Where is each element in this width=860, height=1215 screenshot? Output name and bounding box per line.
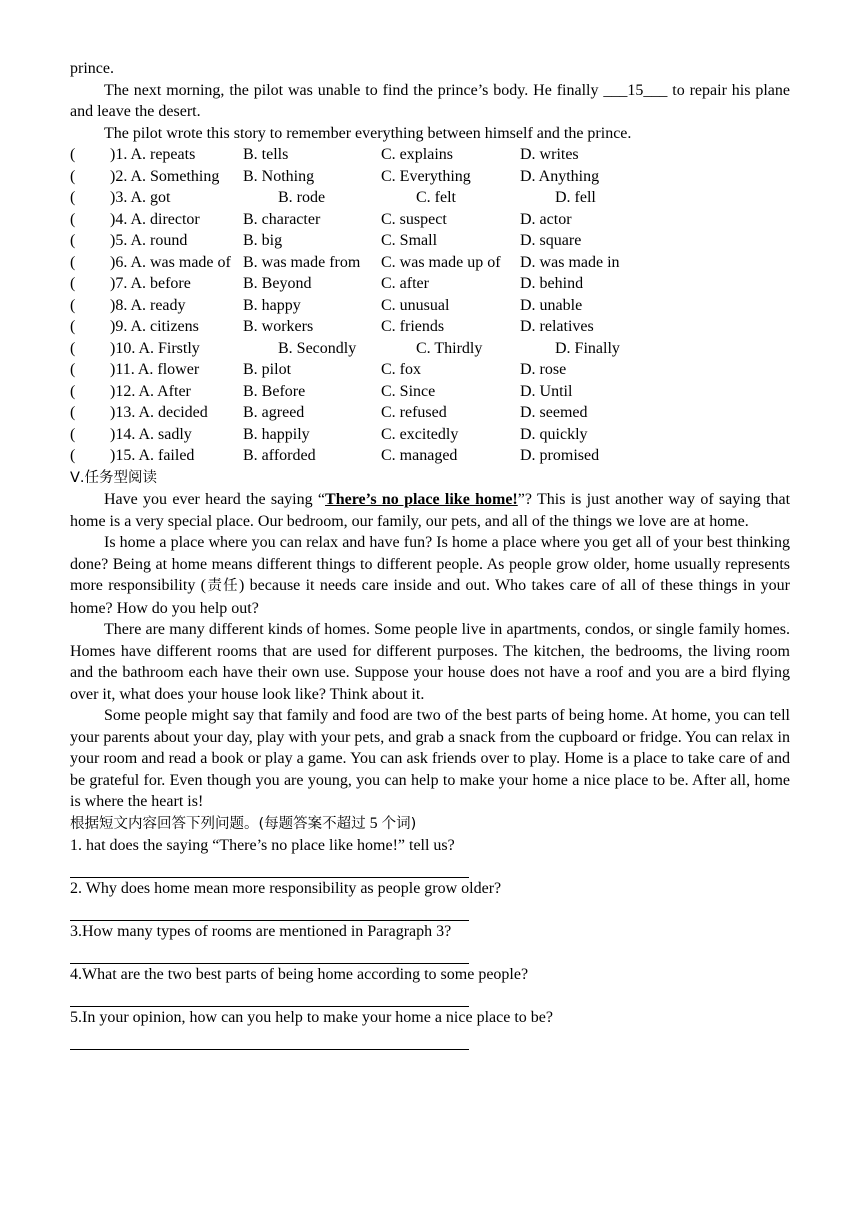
option-c: C. fox <box>381 361 421 378</box>
option-d: D. fell <box>555 189 596 206</box>
option-d: D. writes <box>520 146 579 163</box>
option-b: B. afforded <box>243 447 316 464</box>
option-b: B. was made from <box>243 253 361 271</box>
answer-line[interactable] <box>70 857 469 879</box>
option-d: D. seemed <box>520 404 588 421</box>
option-row <box>70 230 790 252</box>
option-row <box>70 402 790 424</box>
option-a: )11. A. flower <box>110 361 200 378</box>
option-c: C. Small <box>381 232 438 249</box>
answer-paren: ( <box>70 296 76 314</box>
option-d: D. behind <box>520 275 584 292</box>
option-d: D. Until <box>520 382 573 400</box>
option-d: D. unable <box>520 296 583 314</box>
chinese-gloss: 责任 <box>205 578 239 594</box>
option-a: )10. A. Firstly <box>110 339 200 357</box>
option-c: C. unusual <box>381 296 450 314</box>
paragraph-1: Have you ever heard the saying “There’s no place like home!”? This is just another way of saying that home is a very special place. Our bedroom, our family, our pets, and all of the things we love are at home. <box>70 491 791 530</box>
option-row <box>70 338 790 360</box>
option-b: B. happily <box>243 425 310 443</box>
answer-paren: ( <box>70 425 76 443</box>
option-a: )14. A. sadly <box>110 425 192 443</box>
paragraph-4: Some people might say that family and food are two of the best parts of being home. At home, you can tell your parents about your day, play with your pets, and grab a snack from the cupboard or fridge. You can relax in your room and read a book or play a game. You can ask friends over to play. Home is a place to take care of and be grateful for. Even though you are young, you can help to make your home a nice place to be. After all, home is where the heart is! <box>70 707 790 810</box>
answer-paren: ( <box>70 210 76 228</box>
answer-paren: ( <box>70 275 76 292</box>
option-row <box>70 381 790 403</box>
section-title: Ⅴ.任务型阅读 <box>70 469 158 486</box>
option-a: )3. A. got <box>110 189 171 206</box>
option-row <box>70 316 790 338</box>
option-d: D. quickly <box>520 425 588 443</box>
option-c: C. after <box>381 275 429 292</box>
paragraph-pilot-story: The pilot wrote this story to remember everything between himself and the prince. <box>104 124 632 142</box>
option-row <box>70 144 790 166</box>
option-row <box>70 295 790 317</box>
option-d: D. actor <box>520 210 572 228</box>
option-b: B. happy <box>243 296 301 314</box>
question: 3.How many types of rooms are mentioned in Paragraph 3? <box>70 923 452 940</box>
answer-line[interactable] <box>70 900 469 922</box>
option-d: D. was made in <box>520 253 620 271</box>
answer-paren: ( <box>70 339 76 357</box>
answer-paren: ( <box>70 232 76 249</box>
answer-paren: ( <box>70 382 76 400</box>
paragraph-next-morning: The next morning, the pilot was unable to find the prince’s body. He finally ___15___ to repair his plane and leave the desert. <box>70 81 790 120</box>
option-row <box>70 209 790 231</box>
answer-line[interactable] <box>70 943 469 965</box>
option-row <box>70 273 790 295</box>
option-c: C. friends <box>381 318 445 335</box>
answer-line[interactable] <box>70 1029 469 1051</box>
document-page <box>70 58 790 1050</box>
question: 4.What are the two best parts of being home according to some people? <box>70 966 529 983</box>
option-a: )7. A. before <box>110 275 191 292</box>
option-row <box>70 424 790 446</box>
answer-paren: ( <box>70 447 76 464</box>
option-a: )9. A. citizens <box>110 318 199 335</box>
option-a: )5. A. round <box>110 232 188 249</box>
option-a: )1. A. repeats <box>110 146 196 163</box>
option-row <box>70 187 790 209</box>
question: 1. hat does the saying “There’s no place like home!” tell us? <box>70 837 455 854</box>
option-b: B. pilot <box>243 361 292 378</box>
option-a: )13. A. decided <box>110 404 208 421</box>
option-c: C. suspect <box>381 210 447 228</box>
option-row <box>70 166 790 188</box>
option-c: C. explains <box>381 146 453 163</box>
option-b: B. character <box>243 210 321 228</box>
option-a: )15. A. failed <box>110 447 195 464</box>
option-d: D. rose <box>520 361 567 378</box>
option-c: C. Thirdly <box>416 339 483 357</box>
option-a: )6. A. was made of <box>110 253 231 271</box>
option-a: )8. A. ready <box>110 296 186 314</box>
option-b: B. Secondly <box>278 339 357 357</box>
saying-quote: There’s no place like home! <box>325 491 518 508</box>
answer-paren: ( <box>70 318 76 335</box>
paragraph-2: Is home a place where you can relax and have fun? Is home a place where you get all of your best thinking done? Being at home means different things to different people. As people grow older, home usually represents more responsibility (责任) because it needs care inside and out. Who takes care of all of these things in your home? How do you help out? <box>70 534 791 617</box>
option-row <box>70 252 790 274</box>
option-a: )12. A. After <box>110 382 191 400</box>
option-d: D. Finally <box>555 339 620 357</box>
option-b: B. Beyond <box>243 275 312 292</box>
option-d: D. Anything <box>520 167 600 185</box>
answer-paren: ( <box>70 404 76 421</box>
option-c: C. Since <box>381 382 436 400</box>
option-b: B. agreed <box>243 404 305 421</box>
option-row <box>70 445 790 467</box>
option-b: B. rode <box>278 189 326 206</box>
option-b: B. Nothing <box>243 167 315 185</box>
question: 5.In your opinion, how can you help to make your home a nice place to be? <box>70 1009 553 1026</box>
option-a: )4. A. director <box>110 210 200 228</box>
option-c: C. was made up of <box>381 253 501 271</box>
option-d: D. square <box>520 232 582 249</box>
option-c: C. felt <box>416 189 456 206</box>
option-c: C. managed <box>381 447 458 464</box>
option-b: B. workers <box>243 318 314 335</box>
option-b: B. Before <box>243 382 306 400</box>
answer-paren: ( <box>70 146 76 163</box>
answer-line[interactable] <box>70 986 469 1008</box>
option-c: C. Everything <box>381 167 471 185</box>
cloze-options-list <box>70 144 790 467</box>
option-d: D. relatives <box>520 318 594 335</box>
option-row <box>70 359 790 381</box>
questions-list <box>70 835 790 1050</box>
option-a: )2. A. Something <box>110 167 220 185</box>
answer-paren: ( <box>70 167 76 185</box>
option-c: C. refused <box>381 404 447 421</box>
option-d: D. promised <box>520 447 600 464</box>
option-b: B. big <box>243 232 283 249</box>
text-line-prince: prince. <box>70 60 114 77</box>
question: 2. Why does home mean more responsibility as people grow older? <box>70 880 502 897</box>
option-b: B. tells <box>243 146 289 163</box>
paragraph-3: There are many different kinds of homes. Some people live in apartments, condos, or single family homes. Homes have different rooms that are used for different purposes. The kitchen, the bedrooms, the living room and the bathroom each have their own use. Suppose your house does not have a roof and you are a bird flying over it, what does your house look like? Think about it. <box>70 621 790 703</box>
answer-paren: ( <box>70 361 76 378</box>
answer-paren: ( <box>70 253 76 271</box>
option-c: C. excitedly <box>381 425 459 443</box>
instruction-line: 根据短文内容回答下列问题。(每题答案不超过 5 个词) <box>70 814 417 832</box>
answer-paren: ( <box>70 189 76 206</box>
